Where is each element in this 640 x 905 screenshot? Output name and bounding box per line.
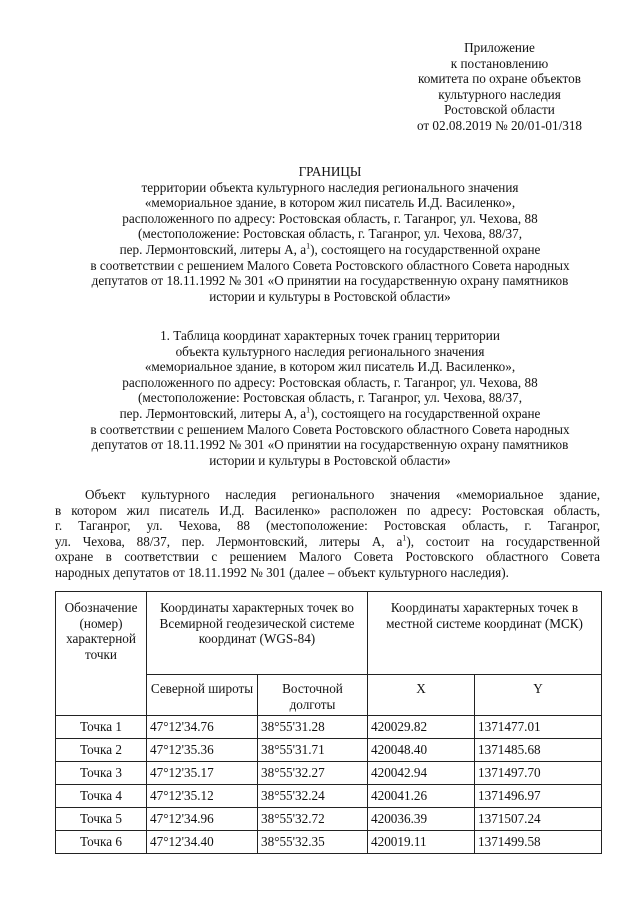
- table-heading-line: 1. Таблица координат характерных точек границ территории: [160, 328, 500, 343]
- table-row: [56, 762, 602, 785]
- cell-north: 47°12'35.17: [147, 762, 258, 785]
- title-line: территории объекта культурного наследия регионального значения: [141, 179, 519, 195]
- cell-x: 420036.39: [368, 808, 475, 831]
- appendix-block: [372, 40, 627, 134]
- intro-line: охране в соответствии с решением Малого Совета Ростовского областного Совета: [55, 549, 600, 565]
- table-heading-line: объекта культурного наследия регионального значения: [175, 343, 485, 359]
- cell-x: 420042.94: [368, 762, 475, 785]
- table-heading-line: депутатов от 18.11.1992 № 301 «О принятии на государственную охрану памятников: [91, 437, 569, 453]
- title-line: депутатов от 18.11.1992 № 301 «О принятии на государственную охрану памятников: [91, 273, 569, 289]
- cell-y: 1371496.97: [475, 785, 602, 808]
- intro-line: в котором жил писатель И.Д. Василенко» расположен по адресу: Ростовская область,: [55, 502, 600, 518]
- header-point: Обозначение (номер) характерной точки: [56, 592, 147, 716]
- cell-north: 47°12'34.40: [147, 831, 258, 854]
- table-heading-line: (местоположение: Ростовская область, г. Таганрог, ул. Чехова, 88/37,: [137, 390, 523, 406]
- table-heading-line: истории и культуры в Ростовской области»: [209, 452, 451, 468]
- cell-y: 1371477.01: [475, 716, 602, 739]
- cell-east: 38°55'32.27: [258, 762, 368, 785]
- table-row: [56, 808, 602, 831]
- title-line: в соответствии с решением Малого Совета Ростовского областного Совета народных: [90, 257, 570, 273]
- table-heading-line: «мемориальное здание, в котором жил писатель И.Д. Василенко»,: [144, 359, 516, 375]
- cell-point: Точка 2: [56, 739, 147, 762]
- cell-y: 1371485.68: [475, 739, 602, 762]
- intro-line: г. Таганрог, ул. Чехова, 88 (местоположение: Ростовская область, г. Таганрог,: [55, 518, 600, 534]
- cell-east: 38°55'32.72: [258, 808, 368, 831]
- header-x: X: [368, 675, 475, 716]
- title-line: «мемориальное здание, в котором жил писатель И.Д. Василенко»,: [144, 195, 516, 211]
- cell-east: 38°55'32.24: [258, 785, 368, 808]
- intro-line: народных депутатов от 18.11.1992 № 301 (далее – объект культурного наследия).: [55, 564, 509, 580]
- table-row: [56, 785, 602, 808]
- header-north: Северной широты: [147, 675, 258, 716]
- cell-x: 420019.11: [368, 831, 475, 854]
- cell-north: 47°12'34.76: [147, 716, 258, 739]
- table-heading: [30, 328, 630, 468]
- header-msk: Координаты характерных точек в местной системе координат (МСК): [368, 592, 602, 675]
- cell-east: 38°55'31.71: [258, 739, 368, 762]
- table-row: [56, 831, 602, 854]
- cell-east: 38°55'31.28: [258, 716, 368, 739]
- appendix-line: комитета по охране объектов: [418, 71, 581, 87]
- appendix-line: Приложение: [464, 40, 535, 55]
- superscript: 1: [306, 405, 311, 415]
- cell-point: Точка 3: [56, 762, 147, 785]
- cell-point: Точка 6: [56, 831, 147, 854]
- document-title: [30, 164, 630, 304]
- cell-point: Точка 4: [56, 785, 147, 808]
- intro-paragraph: [55, 487, 600, 581]
- cell-y: 1371499.58: [475, 831, 602, 854]
- cell-x: 420029.82: [368, 716, 475, 739]
- superscript: 1: [306, 241, 311, 251]
- cell-north: 47°12'34.96: [147, 808, 258, 831]
- title-line: пер. Лермонтовский, литеры А, $а^1$), состоящего на государственной охране: [119, 241, 541, 257]
- table-row: [56, 716, 602, 739]
- title-line: расположенного по адресу: Ростовская область, г. Таганрог, ул. Чехова, 88: [122, 210, 538, 226]
- cell-y: 1371497.70: [475, 762, 602, 785]
- cell-point: Точка 5: [56, 808, 147, 831]
- appendix-line: от 02.08.2019 № 20/01-01/318: [416, 117, 583, 133]
- title-heading: ГРАНИЦЫ: [298, 164, 362, 179]
- superscript: 1: [402, 533, 407, 543]
- appendix-line: к постановлению: [450, 55, 549, 71]
- cell-north: 47°12'35.36: [147, 739, 258, 762]
- coordinates-table: [55, 591, 602, 854]
- table-heading-line: расположенного по адресу: Ростовская область, г. Таганрог, ул. Чехова, 88: [122, 374, 538, 390]
- header-wgs: Координаты характерных точек во Всемирной геодезической системе координат (WGS-84): [147, 592, 368, 675]
- table-heading-line: в соответствии с решением Малого Совета Ростовского областного Совета народных: [90, 421, 570, 437]
- table-row: [56, 739, 602, 762]
- cell-east: 38°55'32.35: [258, 831, 368, 854]
- header-y: Y: [475, 675, 602, 716]
- cell-north: 47°12'35.12: [147, 785, 258, 808]
- appendix-line: культурного наследия: [438, 86, 561, 102]
- appendix-line: Ростовской области: [444, 102, 555, 118]
- cell-x: 420048.40: [368, 739, 475, 762]
- intro-line: ул. Чехова, 88/37, пер. Лермонтовский, литеры А, $а^1$), состоит на государственной: [55, 533, 600, 549]
- cell-y: 1371507.24: [475, 808, 602, 831]
- title-line: истории и культуры в Ростовской области»: [209, 288, 451, 304]
- intro-line: Объект культурного наследия регионального значения «мемориальное здание,: [85, 487, 600, 502]
- cell-x: 420041.26: [368, 785, 475, 808]
- title-line: (местоположение: Ростовская область, г. Таганрог, ул. Чехова, 88/37,: [137, 226, 523, 242]
- cell-point: Точка 1: [56, 716, 147, 739]
- header-east: Восточной долготы: [258, 675, 368, 716]
- table-heading-line: пер. Лермонтовский, литеры А, $а^1$), состоящего на государственной охране: [119, 405, 541, 421]
